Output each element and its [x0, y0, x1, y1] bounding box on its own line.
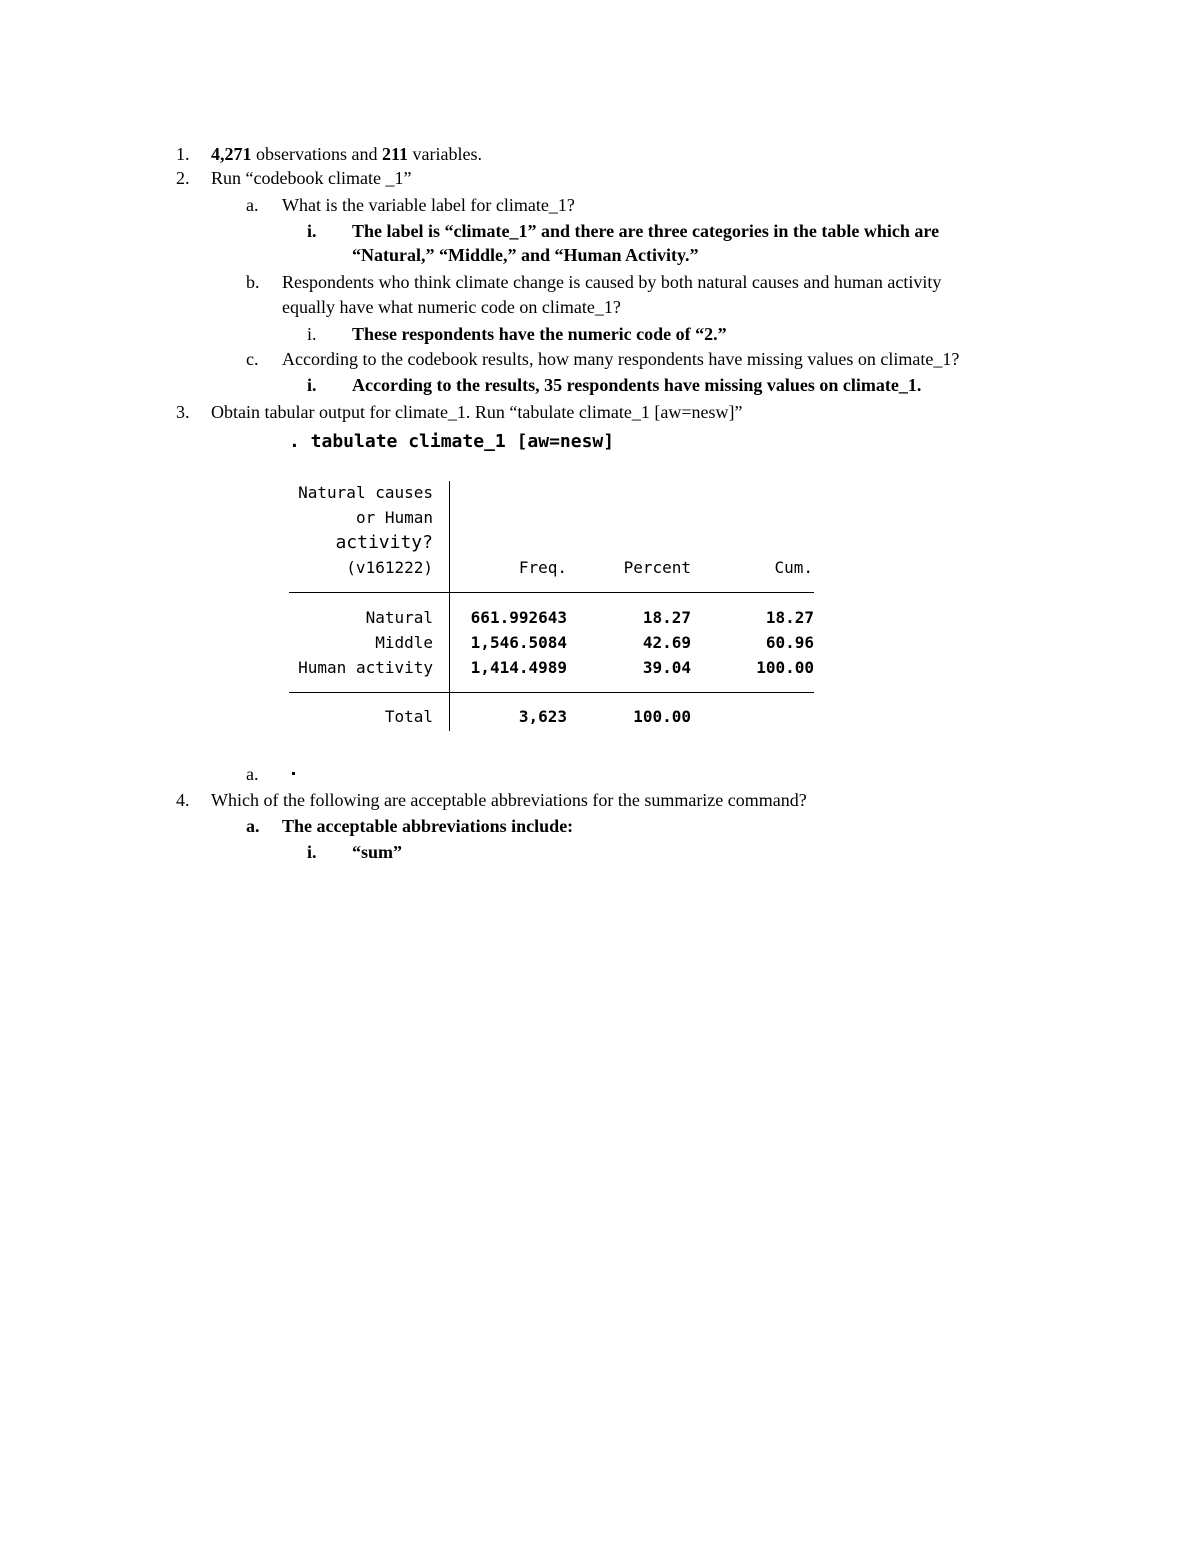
item-2a-text: What is the variable label for climate_1? [282, 195, 575, 215]
item-2a-i-line1: The label is “climate_1” and there are three categories in the table which are [352, 221, 940, 241]
row-freq: 661.992643 [470, 608, 567, 627]
list-marker-4: 4. [176, 790, 190, 810]
item-2b-i-text: These respondents have the numeric code of “2.” [352, 324, 727, 344]
table-divider-vertical-top [449, 481, 450, 592]
list-marker-2b: b. [246, 272, 260, 292]
table-rule-total [289, 692, 814, 693]
item-2a-i-line2: “Natural,” “Middle,” and “Human Activity.” [352, 245, 699, 265]
row-label: Natural [365, 608, 433, 627]
row-cum: 60.96 [765, 633, 814, 652]
header-label-line-4: (v161222) [346, 558, 433, 577]
item-4a-text: The acceptable abbreviations include: [282, 816, 574, 836]
item-2c-text: According to the codebook results, how many respondents have missing values on climate_1? [282, 349, 960, 369]
item-4-text: Which of the following are acceptable abbreviations for the summarize command? [211, 790, 807, 810]
row-percent: 42.69 [642, 633, 691, 652]
row-freq: 1,414.4989 [470, 658, 567, 677]
row-percent: 18.27 [642, 608, 691, 627]
item-3-text: Obtain tabular output for climate_1. Run “tabulate climate_1 [aw=nesw]” [211, 402, 743, 422]
observation-count: 4,271 [211, 144, 252, 164]
total-freq: 3,623 [518, 707, 567, 726]
header-label-line-1: Natural causes [298, 483, 433, 502]
list-marker-4a: a. [246, 816, 260, 836]
col-header-freq: Freq. [518, 558, 567, 577]
item-1-text-b: variables. [408, 144, 482, 164]
item-2b-line1: Respondents who think climate change is caused by both natural causes and human activity [282, 272, 942, 292]
total-percent: 100.00 [633, 707, 691, 726]
item-1-text [211, 142, 482, 166]
list-marker-3a: a. [246, 764, 259, 784]
variable-count: 211 [381, 144, 408, 164]
row-percent: 39.04 [642, 658, 691, 677]
total-label: Total [384, 707, 433, 726]
table-rule-header [289, 592, 814, 593]
list-marker-2c: c. [246, 349, 259, 369]
list-marker-3: 3. [176, 402, 190, 422]
row-label: Human activity [298, 658, 433, 677]
bullet-dot [292, 772, 295, 775]
header-label-line-3: activity? [335, 532, 433, 553]
list-marker-2a-i: i. [307, 221, 317, 241]
row-freq: 1,546.5084 [470, 633, 567, 652]
row-cum: 18.27 [765, 608, 814, 627]
row-cum: 100.00 [756, 658, 814, 677]
item-2-text: Run “codebook climate _1” [211, 168, 412, 188]
list-marker-1: 1. [176, 144, 190, 164]
col-header-percent: Percent [623, 558, 691, 577]
item-4a-i-text: “sum” [352, 842, 403, 862]
stata-command: . tabulate climate_1 [aw=nesw] [289, 431, 615, 452]
list-marker-2b-i: i. [307, 324, 317, 344]
list-marker-2: 2. [176, 168, 190, 188]
header-label-line-2: or Human [355, 508, 433, 527]
list-marker-2a: a. [246, 195, 259, 215]
row-label: Middle [375, 633, 433, 652]
item-2c-i-text: According to the results, 35 respondents have missing values on climate_1. [352, 375, 922, 395]
list-marker-4a-i: i. [307, 842, 317, 862]
item-2b-line2: equally have what numeric code on climate_1? [282, 297, 621, 317]
item-1-text-a: observations and [251, 144, 382, 164]
col-header-cum: Cum. [774, 558, 813, 577]
list-marker-2c-i: i. [307, 375, 317, 395]
